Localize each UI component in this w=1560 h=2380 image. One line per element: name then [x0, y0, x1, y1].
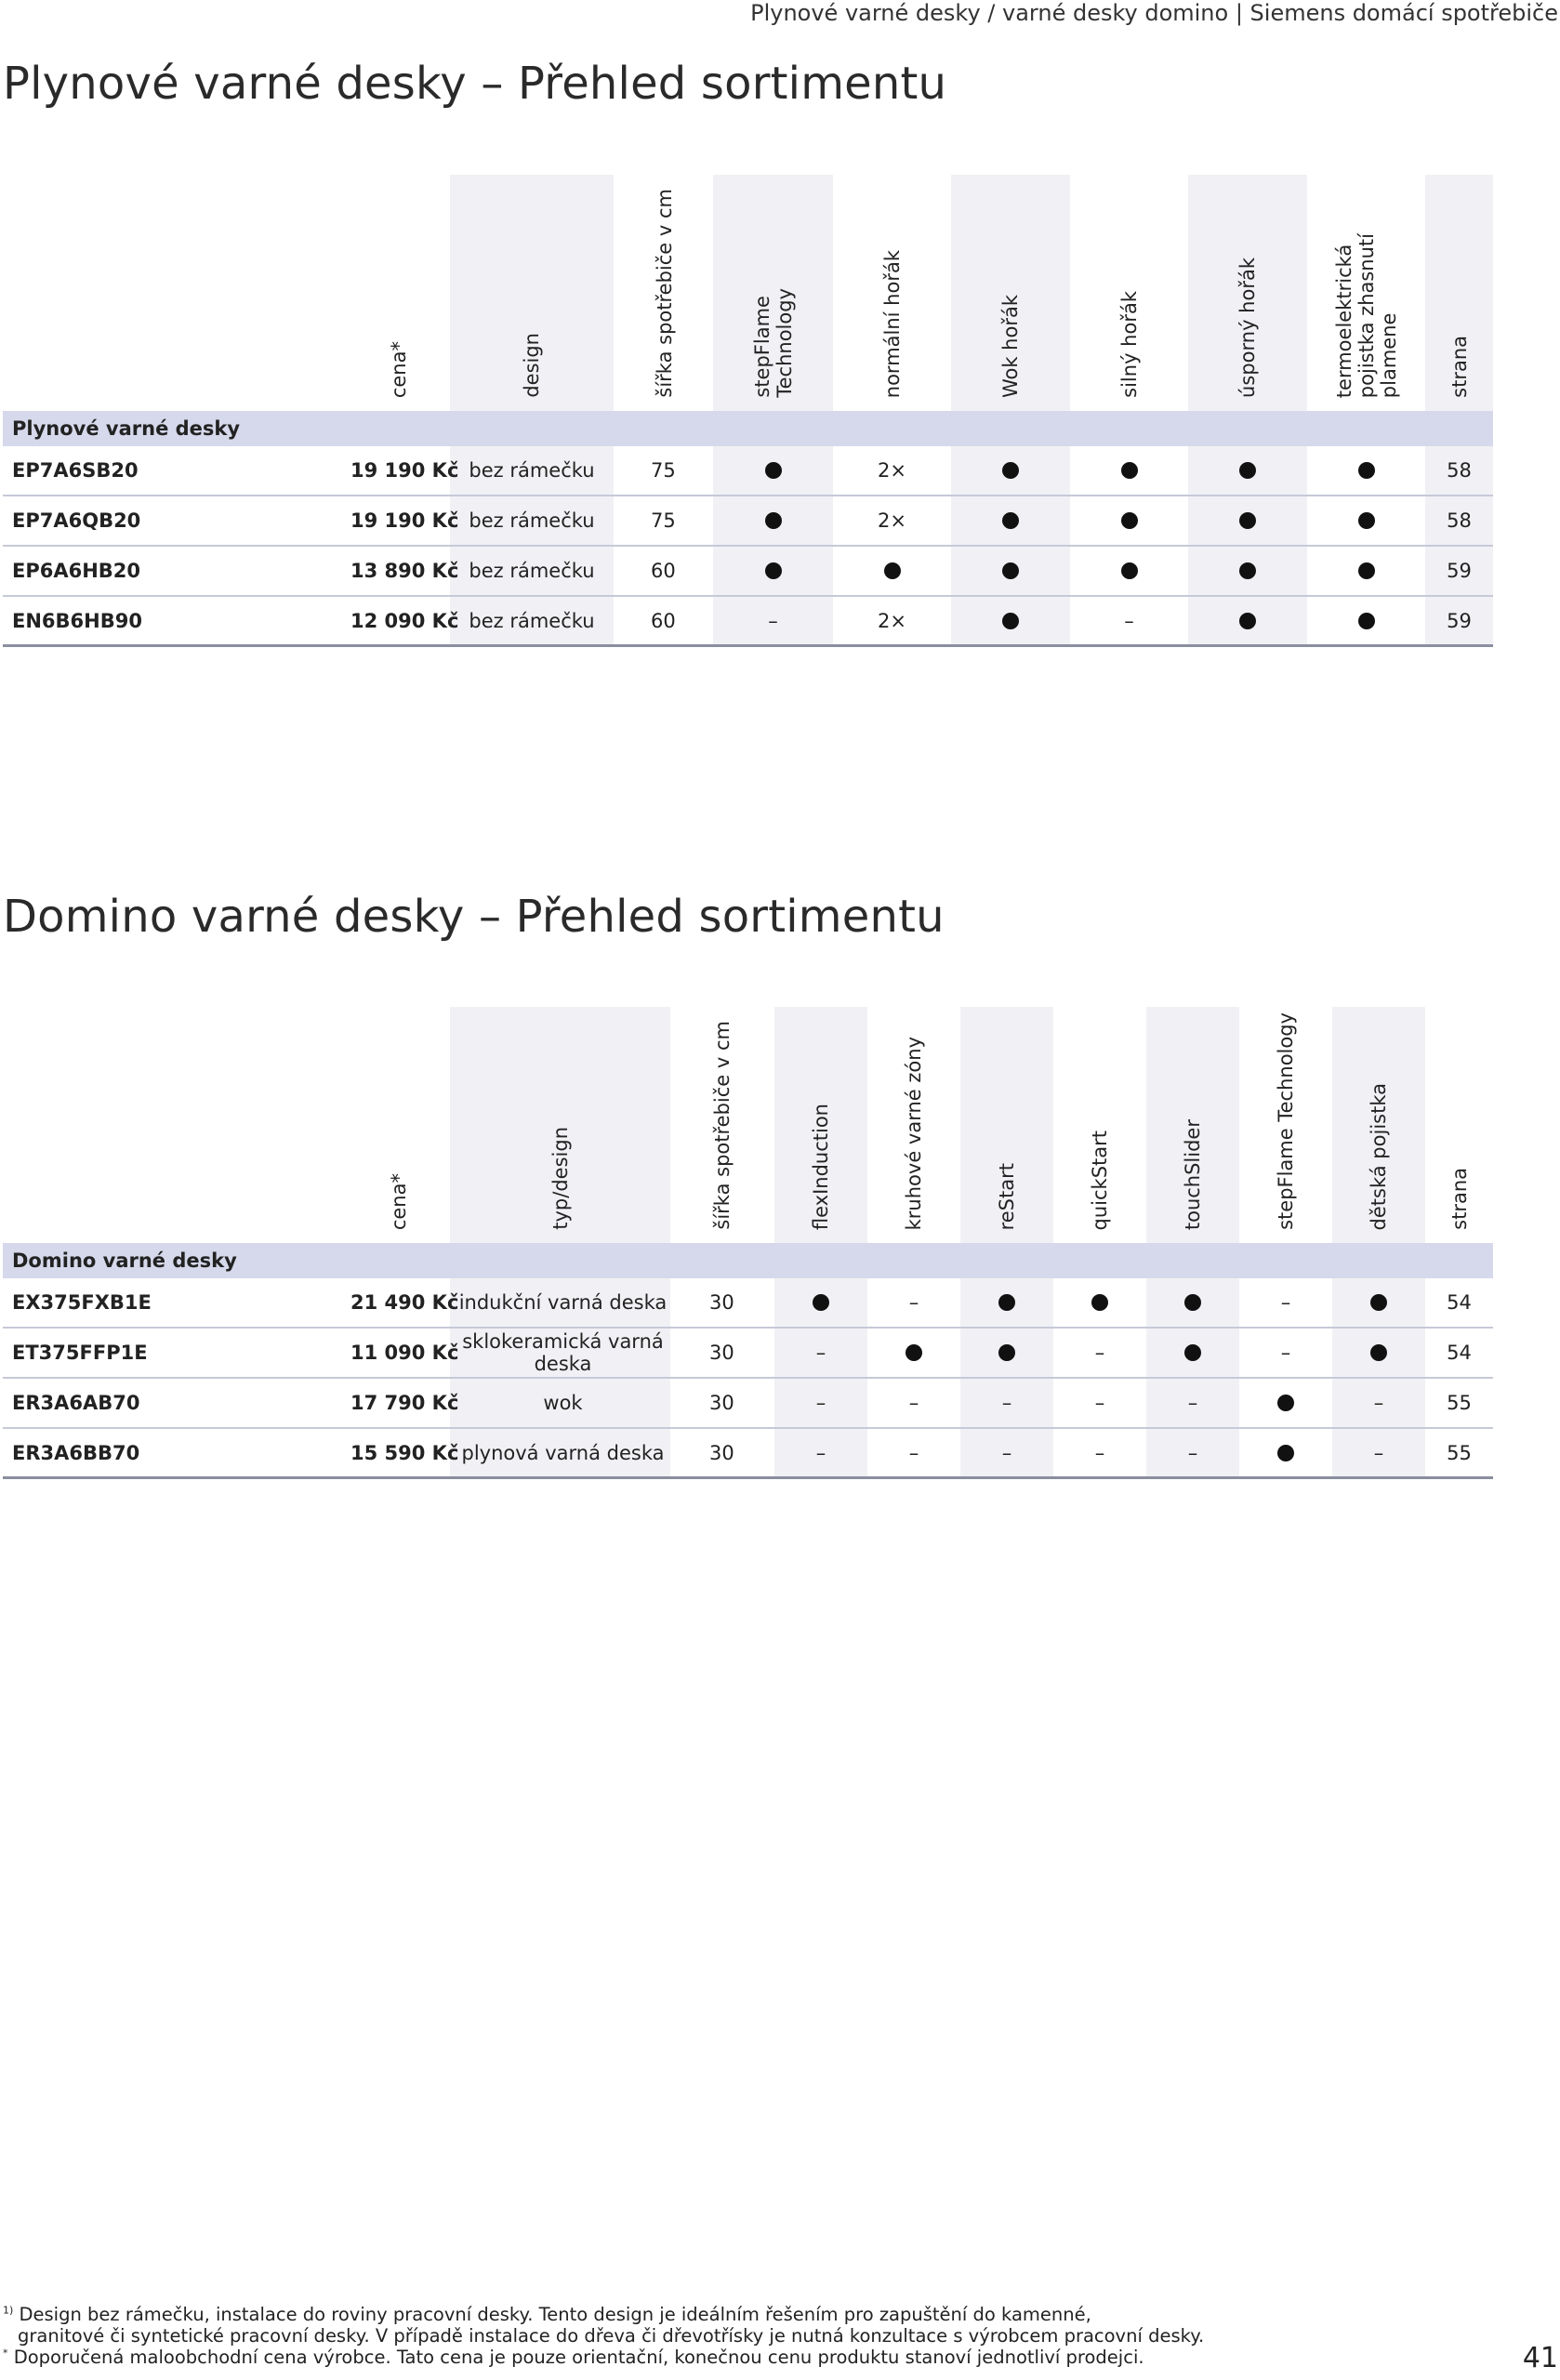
feature-cell — [1188, 547, 1307, 595]
price: 12 090 Kč — [350, 609, 459, 632]
feature-dot-icon — [1239, 613, 1256, 629]
width-cm: 30 — [709, 1392, 734, 1414]
column-header-label: kruhové varné zóny — [903, 1036, 925, 1230]
feature-cell — [1332, 1379, 1425, 1427]
column-header-label: úsporný hořák — [1236, 258, 1259, 398]
feature-dot-icon — [1370, 1294, 1387, 1311]
feature-dot-icon — [1002, 613, 1019, 629]
price: 17 790 Kč — [350, 1392, 459, 1414]
cell-value: 2× — [878, 459, 906, 482]
cell-value: – — [815, 1441, 826, 1464]
feature-cell — [833, 597, 951, 644]
cell-value: – — [1001, 1441, 1012, 1464]
column-header — [867, 1007, 960, 1243]
feature-cell — [1053, 1429, 1146, 1476]
cell-value: – — [1094, 1441, 1105, 1464]
section-label: Plynové varné desky — [12, 417, 241, 440]
section-header-row — [3, 1243, 1493, 1278]
gas-section-title: Plynové varné desky – Přehled sortimentu — [3, 58, 947, 110]
column-header — [670, 1007, 774, 1243]
domino-hobs-table — [3, 1007, 1493, 1483]
column-header — [1425, 1007, 1493, 1243]
feature-cell — [1146, 1429, 1239, 1476]
column-header-label: typ/design — [549, 1127, 572, 1230]
feature-cell — [951, 547, 1070, 595]
feature-dot-icon — [1091, 1294, 1108, 1311]
cell-value: – — [1094, 1392, 1105, 1414]
feature-cell — [951, 496, 1070, 545]
column-header-label: strana — [1448, 336, 1471, 398]
feature-dot-icon — [1358, 512, 1375, 529]
feature-cell — [1332, 1429, 1425, 1476]
hob-type: wok — [543, 1392, 583, 1414]
feature-cell — [951, 446, 1070, 495]
feature-cell — [1053, 1329, 1146, 1377]
feature-dot-icon — [765, 562, 782, 579]
section-label: Domino varné desky — [12, 1250, 237, 1272]
feature-cell — [960, 1329, 1053, 1377]
column-header-label: stepFlame Technology — [750, 288, 796, 398]
width-cm: 30 — [709, 1441, 734, 1464]
column-header-label: termoelektrická pojistka zhasnutí plamene — [1332, 232, 1400, 398]
design-type: bez rámečku — [469, 609, 595, 632]
width-cm: 30 — [709, 1342, 734, 1364]
feature-cell — [867, 1278, 960, 1327]
column-header — [344, 1007, 453, 1243]
column-header-label: silný hořák — [1117, 291, 1141, 398]
feature-cell — [1188, 446, 1307, 495]
catalog-page: 55 — [1447, 1392, 1472, 1414]
model-number: EP7A6SB20 — [12, 459, 139, 482]
feature-cell — [1307, 496, 1425, 545]
column-header-label: šířka spotřebiče v cm — [711, 1021, 734, 1230]
column-header-label: strana — [1448, 1168, 1471, 1230]
feature-cell — [1053, 1278, 1146, 1327]
feature-dot-icon — [1358, 613, 1375, 629]
feature-cell — [960, 1278, 1053, 1327]
column-header-label: stepFlame Technology — [1275, 1012, 1297, 1230]
cell-value: – — [908, 1392, 919, 1414]
price: 19 190 Kč — [350, 509, 459, 532]
column-header — [1070, 175, 1188, 411]
feature-dot-icon — [1002, 462, 1019, 479]
feature-cell — [867, 1379, 960, 1427]
price: 21 490 Kč — [350, 1291, 459, 1314]
feature-cell — [1239, 1379, 1332, 1427]
feature-cell — [1070, 597, 1188, 644]
feature-cell — [833, 547, 951, 595]
feature-dot-icon — [1002, 562, 1019, 579]
price: 11 090 Kč — [350, 1342, 459, 1364]
column-header — [1053, 1007, 1146, 1243]
feature-dot-icon — [765, 462, 782, 479]
feature-dot-icon — [1239, 562, 1256, 579]
column-header-label: cena* — [387, 1172, 410, 1230]
cell-value: – — [815, 1342, 826, 1364]
column-header-label: šířka spotřebiče v cm — [654, 189, 676, 398]
footnotes — [3, 2304, 1204, 2368]
column-header-label: flexInduction — [810, 1103, 832, 1230]
cell-value: – — [768, 609, 778, 632]
column-header — [833, 175, 951, 411]
model-number: ET375FFP1E — [12, 1342, 148, 1364]
column-header — [614, 175, 716, 411]
feature-cell — [1188, 496, 1307, 545]
feature-cell — [1239, 1429, 1332, 1476]
table-row — [3, 1379, 1493, 1429]
column-header-label: design — [521, 333, 543, 398]
feature-cell — [713, 446, 833, 495]
model-number: EP6A6HB20 — [12, 560, 141, 582]
hob-type: plynová varná deska — [461, 1441, 665, 1464]
design-type: bez rámečku — [469, 459, 595, 482]
table-row — [3, 1278, 1493, 1329]
width-cm: 60 — [651, 560, 676, 582]
width-cm: 30 — [709, 1291, 734, 1314]
feature-cell — [1070, 446, 1188, 495]
footnote-1: $^{1)}$ Design bez rámečku, instalace do roviny pracovní desky. Tento design je ideálním řešením pro zapuštění do kamenné, — [3, 2304, 1091, 2325]
feature-dot-icon — [998, 1294, 1015, 1311]
running-head: Plynové varné desky / varné desky domino | Siemens domácí spotřebiče — [750, 0, 1558, 26]
feature-cell — [1332, 1278, 1425, 1327]
column-header — [450, 175, 614, 411]
table-row — [3, 446, 1493, 496]
feature-dot-icon — [765, 512, 782, 529]
design-type: bez rámečku — [469, 509, 595, 532]
feature-dot-icon — [1239, 512, 1256, 529]
feature-dot-icon — [884, 562, 901, 579]
price: 19 190 Kč — [350, 459, 459, 482]
cell-value: – — [908, 1291, 919, 1314]
feature-cell — [1239, 1278, 1332, 1327]
column-header — [1332, 1007, 1425, 1243]
table-row — [3, 597, 1493, 647]
hob-type: indukční varná deska — [458, 1291, 668, 1314]
column-header — [1307, 175, 1425, 411]
width-cm: 75 — [651, 459, 676, 482]
width-cm: 75 — [651, 509, 676, 532]
feature-dot-icon — [998, 1344, 1015, 1361]
table-row — [3, 1329, 1493, 1379]
footnote-2: * Doporučená maloobchodní cena výrobce. Tato cena je pouze orientační, konečnou cenu produktu stanoví jednotliví prodejci. — [3, 2347, 1144, 2368]
catalog-page: 58 — [1447, 509, 1472, 532]
model-number: EX375FXB1E — [12, 1291, 152, 1314]
feature-cell — [1070, 547, 1188, 595]
column-header — [344, 175, 453, 411]
feature-dot-icon — [906, 1344, 922, 1361]
table-row — [3, 547, 1493, 597]
model-number: ER3A6BB70 — [12, 1441, 140, 1464]
feature-cell — [1332, 1329, 1425, 1377]
cell-value: – — [1001, 1392, 1012, 1414]
cell-value: – — [1373, 1441, 1384, 1464]
column-header-label: dětská pojistka — [1368, 1082, 1390, 1230]
catalog-page: 59 — [1447, 609, 1472, 632]
cell-value: – — [1187, 1441, 1198, 1464]
column-header-label: quickStart — [1089, 1130, 1111, 1230]
column-header — [1239, 1007, 1332, 1243]
feature-dot-icon — [1121, 562, 1138, 579]
feature-cell — [1307, 597, 1425, 644]
cell-value: – — [1373, 1392, 1384, 1414]
cell-value: – — [1094, 1342, 1105, 1364]
feature-dot-icon — [1239, 462, 1256, 479]
cell-value: – — [908, 1441, 919, 1464]
feature-cell — [1307, 446, 1425, 495]
model-number: EP7A6QB20 — [12, 509, 141, 532]
column-header — [713, 175, 833, 411]
feature-cell — [951, 597, 1070, 644]
feature-cell — [1146, 1329, 1239, 1377]
catalog-page: 58 — [1447, 459, 1472, 482]
feature-cell — [833, 446, 951, 495]
feature-dot-icon — [1358, 562, 1375, 579]
cell-value: – — [1280, 1291, 1291, 1314]
feature-cell — [960, 1379, 1053, 1427]
column-header — [960, 1007, 1053, 1243]
feature-cell — [1070, 496, 1188, 545]
feature-cell — [713, 597, 833, 644]
footnote-1-cont: granitové či syntetické pracovní desky. V případě instalace do dřeva či dřevotřísky je nutná konzultace s výrobcem pracovní desky. — [18, 2325, 1205, 2347]
column-header — [774, 1007, 867, 1243]
feature-dot-icon — [1121, 512, 1138, 529]
feature-cell — [774, 1278, 867, 1327]
column-header-label: cena* — [387, 340, 410, 398]
feature-dot-icon — [1184, 1294, 1201, 1311]
feature-cell — [960, 1429, 1053, 1476]
catalog-page: 54 — [1447, 1342, 1472, 1364]
cell-value: 2× — [878, 509, 906, 532]
feature-dot-icon — [1184, 1344, 1201, 1361]
column-header-label: reStart — [996, 1162, 1018, 1230]
domino-section-title: Domino varné desky – Přehled sortimentu — [3, 891, 945, 943]
feature-dot-icon — [1002, 512, 1019, 529]
feature-dot-icon — [1121, 462, 1138, 479]
price: 13 890 Kč — [350, 560, 459, 582]
cell-value: – — [1124, 609, 1134, 632]
feature-cell — [1053, 1379, 1146, 1427]
column-header — [1146, 1007, 1239, 1243]
feature-cell — [774, 1329, 867, 1377]
feature-dot-icon — [813, 1294, 829, 1311]
column-header — [450, 1007, 670, 1243]
design-type: bez rámečku — [469, 560, 595, 582]
feature-cell — [867, 1329, 960, 1377]
page-number: 41 — [1522, 2342, 1558, 2374]
model-number: EN6B6HB90 — [12, 609, 142, 632]
feature-cell — [833, 496, 951, 545]
price: 15 590 Kč — [350, 1441, 459, 1464]
column-header-label: normální hořák — [880, 249, 904, 398]
feature-dot-icon — [1370, 1344, 1387, 1361]
hob-type: sklokeramická varná deska — [462, 1330, 664, 1375]
cell-value: – — [815, 1392, 826, 1414]
feature-cell — [774, 1429, 867, 1476]
column-header-label: Wok hořák — [999, 294, 1022, 398]
gas-hobs-table — [3, 175, 1493, 651]
feature-cell — [1239, 1329, 1332, 1377]
table-row — [3, 1429, 1493, 1479]
column-header — [1188, 175, 1307, 411]
feature-cell — [713, 496, 833, 545]
model-number: ER3A6AB70 — [12, 1392, 140, 1414]
column-header-label: touchSlider — [1182, 1118, 1204, 1230]
feature-cell — [713, 547, 833, 595]
table-row — [3, 496, 1493, 547]
feature-cell — [867, 1429, 960, 1476]
feature-cell — [1146, 1278, 1239, 1327]
cell-value: – — [1187, 1392, 1198, 1414]
cell-value: 2× — [878, 609, 906, 632]
feature-dot-icon — [1277, 1445, 1294, 1461]
column-header — [951, 175, 1070, 411]
feature-dot-icon — [1358, 462, 1375, 479]
cell-value: – — [1280, 1342, 1291, 1364]
feature-cell — [1307, 547, 1425, 595]
feature-cell — [774, 1379, 867, 1427]
catalog-page: 55 — [1447, 1441, 1472, 1464]
feature-cell — [1188, 597, 1307, 644]
column-header — [1425, 175, 1493, 411]
section-header-row — [3, 411, 1493, 446]
feature-cell — [1146, 1379, 1239, 1427]
catalog-page: 54 — [1447, 1291, 1472, 1314]
catalog-page: 59 — [1447, 560, 1472, 582]
width-cm: 60 — [651, 609, 676, 632]
feature-dot-icon — [1277, 1395, 1294, 1411]
